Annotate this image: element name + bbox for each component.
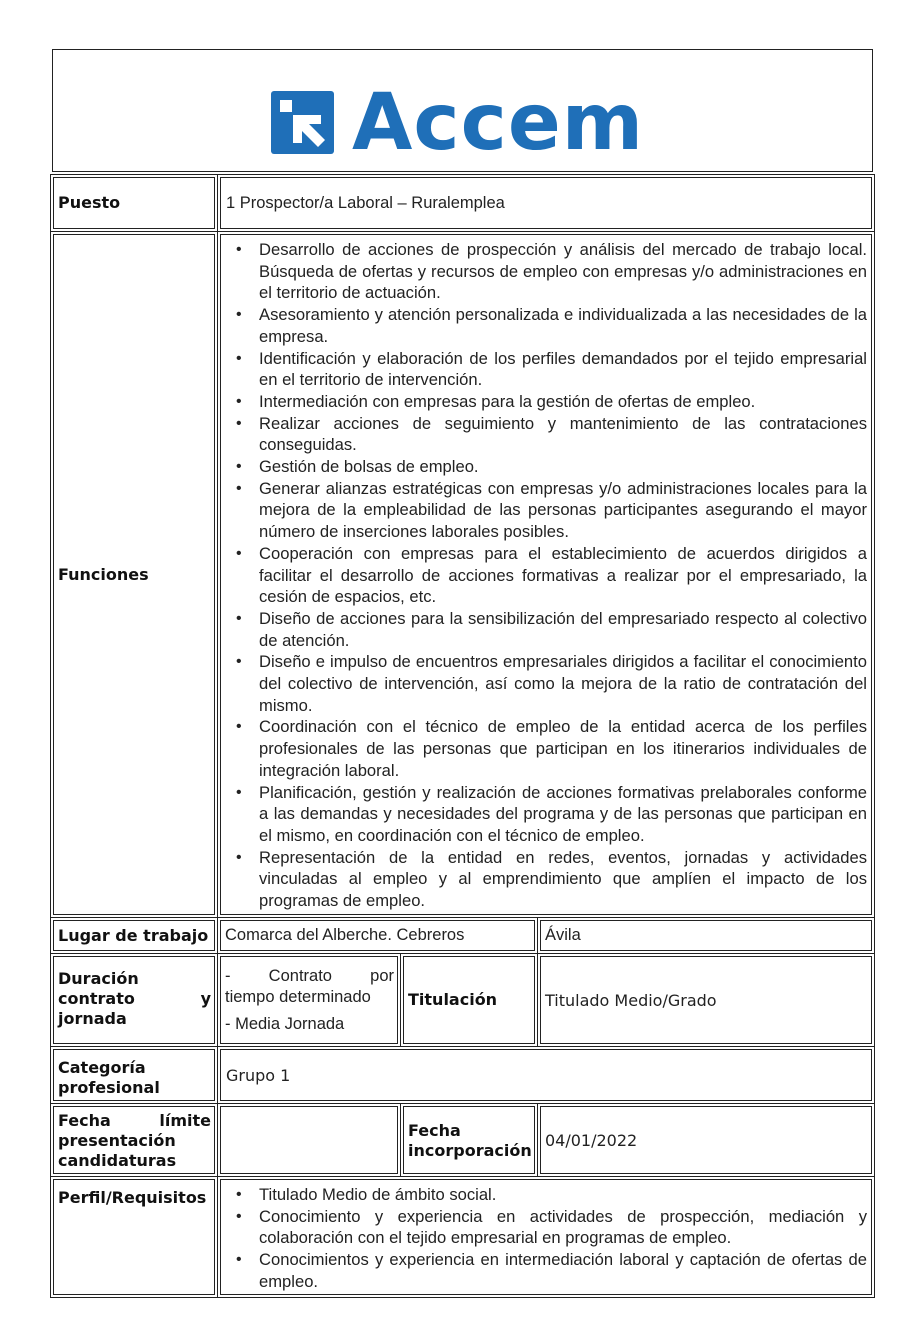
province-cell: [540, 920, 872, 951]
list-item: • Asesoramiento y atención personalizada e individualizada a las necesidades de la empresa.: [223, 304, 867, 347]
fecha-limite-label-line2: presentación: [58, 1131, 176, 1150]
fecha-incorporacion-label-cell: [403, 1106, 535, 1174]
puesto-value: 1 Prospector/a Laboral – Ruralemplea: [226, 193, 505, 212]
duracion-value-cell: [220, 956, 398, 1044]
list-item: • Gestión de bolsas de empleo.: [223, 456, 867, 478]
list-item: • Conocimiento y experiencia en actividades de prospección, mediación y colaboración con el tejido empresarial en programas de empleo.: [223, 1206, 867, 1249]
list-item: • Identificación y elaboración de los perfiles demandados por el tejido empresarial en el territorio de intervención.: [223, 348, 867, 391]
lugar-label-cell: [53, 920, 215, 951]
puesto-label: Puesto: [58, 193, 121, 212]
fecha-limite-label-word2: límite: [159, 1111, 211, 1130]
titulacion-value: Titulado Medio/Grado: [545, 990, 717, 1010]
categoria-value: Grupo 1: [226, 1065, 291, 1085]
header-logo-box: [52, 49, 873, 172]
fecha-incorporacion-value: 04/01/2022: [545, 1130, 638, 1150]
brand-name: Accem: [352, 78, 645, 168]
fecha-incorporacion-label-line1: Fecha: [408, 1121, 461, 1140]
list-item: • Cooperación con empresas para el establecimiento de acuerdos dirigidos a facilitar el desarrollo de acciones formativas a realizar por el empresariado, la cesión de espacios, etc.: [223, 543, 867, 608]
perfil-value-cell: [220, 1179, 872, 1295]
categoria-label-cell: [53, 1049, 215, 1101]
list-item: • Titulado Medio de ámbito social.: [223, 1184, 867, 1206]
list-item: • Desarrollo de acciones de prospección y análisis del mercado de trabajo local. Búsqueda de ofertas y recursos de empleo con empresas y/o administraciones en el territorio de actuación.: [223, 239, 867, 304]
list-item: • Diseño e impulso de encuentros empresariales dirigidos a facilitar el conocimiento del colectivo de intervención, así como la mejora de la ratio de contratación del mismo.: [223, 651, 867, 716]
fecha-incorporacion-value-cell: [540, 1106, 872, 1174]
funciones-label: Funciones: [58, 564, 149, 584]
list-item: • Representación de la entidad en redes, eventos, jornadas y actividades vinculadas al empleo y al emprendimiento que amplíen el impacto de los programas de empleo.: [223, 847, 867, 912]
categoria-value-cell: [220, 1049, 872, 1101]
lugar-label: Lugar de trabajo: [58, 925, 209, 945]
list-item: • Diseño de acciones para la sensibilización del empresariado respecto al colectivo de atención.: [223, 608, 867, 651]
duracion-label-line2b: y: [200, 989, 211, 1008]
titulacion-value-cell: [540, 956, 872, 1044]
perfil-list: [223, 1184, 867, 1293]
perfil-label: Perfil/Requisitos: [58, 1188, 207, 1207]
categoria-label-line1: Categoría: [58, 1058, 146, 1077]
list-item: • Conocimientos y experiencia en intermediación laboral y captación de ofertas de empleo.: [223, 1249, 867, 1292]
fecha-limite-label-word1: Fecha: [58, 1111, 111, 1130]
duracion-value-word2: por: [370, 967, 394, 985]
duracion-label-line2a: contrato: [58, 989, 135, 1008]
duracion-value-line3: - Media Jornada: [225, 1015, 345, 1033]
perfil-label-cell: [53, 1179, 215, 1295]
fecha-incorporacion-label-line2: incorporación: [408, 1141, 532, 1160]
list-item: • Generar alianzas estratégicas con empresas y/o administraciones locales para la mejora de la empleabilidad de las personas participantes asegurando el mayor número de inserciones laborales posibles.: [223, 478, 867, 543]
puesto-label-cell: [53, 177, 215, 229]
titulacion-label: Titulación: [408, 990, 498, 1009]
fecha-limite-label-line3: candidaturas: [58, 1151, 177, 1170]
duracion-value-word1: Contrato: [268, 967, 332, 985]
duracion-label-cell: [53, 956, 215, 1044]
funciones-value-cell: [220, 234, 872, 915]
duracion-label-line3: jornada: [58, 1009, 127, 1028]
list-item: • Realizar acciones de seguimiento y mantenimiento de las contrataciones conseguidas.: [223, 413, 867, 456]
duracion-value-line2: tiempo determinado: [225, 988, 371, 1006]
puesto-value-cell: [220, 177, 872, 229]
province-value: Ávila: [545, 926, 581, 944]
list-item: • Intermediación con empresas para la gestión de ofertas de empleo.: [223, 391, 867, 413]
funciones-list: [223, 239, 867, 912]
titulacion-label-cell: [403, 956, 535, 1044]
list-item: • Coordinación con el técnico de empleo de la entidad acerca de los perfiles profesionales de las personas que participan en los itinerarios individuales de integración laboral.: [223, 716, 867, 781]
categoria-label-line2: profesional: [58, 1078, 160, 1097]
duracion-label-line1: Duración: [58, 969, 139, 988]
lugar-value: Comarca del Alberche. Cebreros: [225, 926, 465, 944]
funciones-label-cell: [53, 234, 215, 915]
lugar-value-cell: [220, 920, 535, 951]
fecha-limite-value-cell: [220, 1106, 398, 1174]
list-item: • Planificación, gestión y realización de acciones formativas prelaborales conforme a las demandas y necesidades del programa y de las personas que participan en el mismo, en coordinación con el técnico de empleo.: [223, 782, 867, 847]
fecha-limite-label-cell: [53, 1106, 215, 1174]
duracion-value-dash: -: [225, 967, 231, 985]
arrow-logo-icon: [271, 91, 334, 154]
